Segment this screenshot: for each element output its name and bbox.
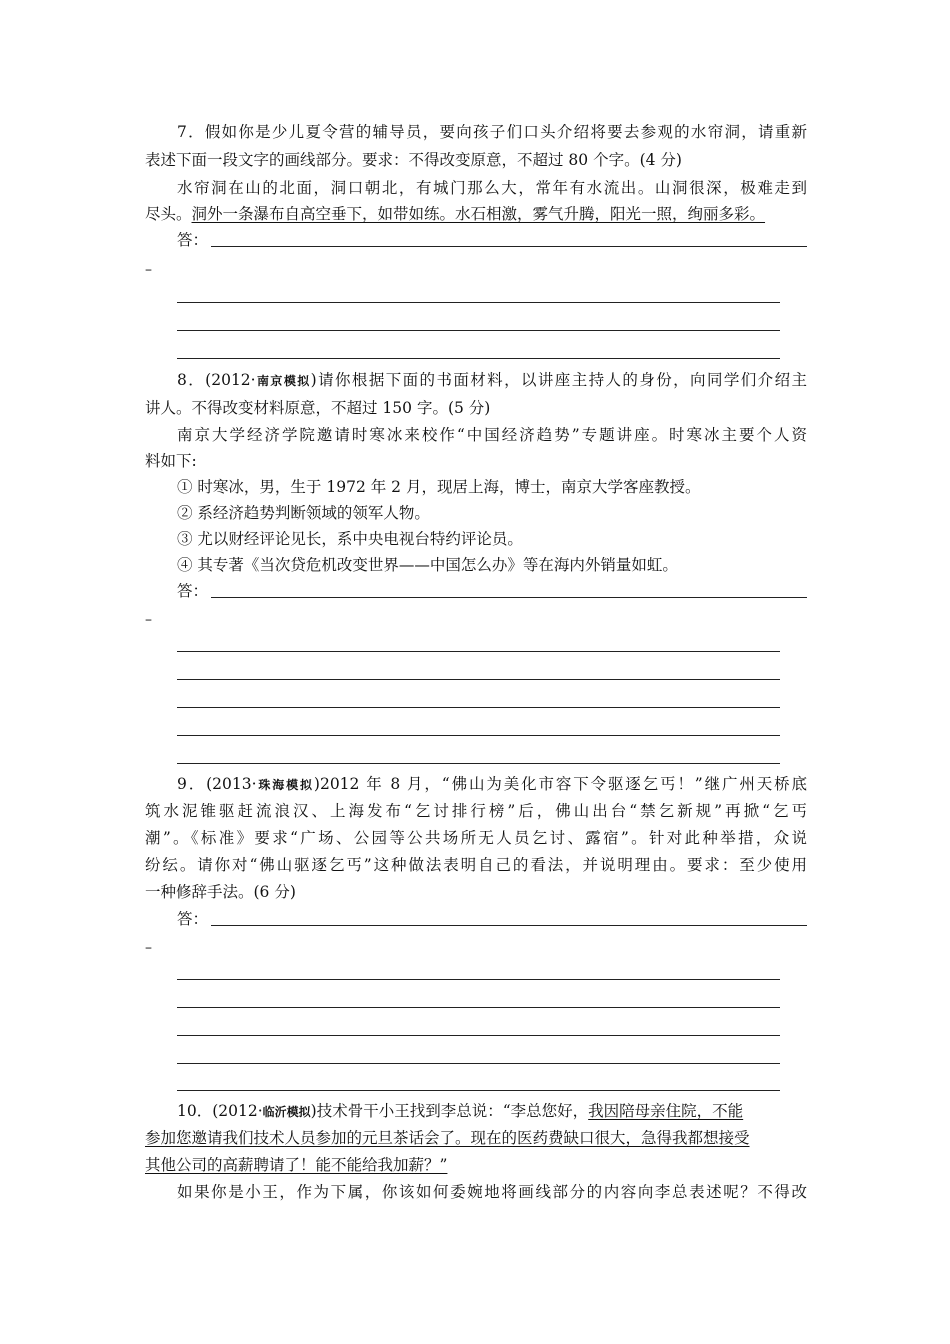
- q8-intro-line-1: 南京大学经济学院邀请时寒冰来校作“中国经济趋势”专题讲座。时寒冰主要个人资: [177, 426, 807, 444]
- q9-stem-line-3: 潮”。《标准》要求“广场、公园等公共场所无人员乞讨、露宿”。针对此种举措，众说: [145, 829, 807, 847]
- q8-item: ② 系经济趋势判断领域的领军人物。: [177, 504, 430, 522]
- q9-stem-text: )2012 年 8 月，“佛山为美化市容下令驱逐乞丐！”继广州天桥底: [313, 775, 807, 793]
- q8-answer-line[interactable]: [177, 679, 780, 680]
- q7-material-underlined: 洞外一条瀑布自高空垂下，如带如练。水石相激，雾气升腾，阳光一照，绚丽多彩。: [191, 205, 766, 223]
- q8-answer-label: 答：: [177, 582, 209, 600]
- q10-underlined-line-2: 参加您邀请我们技术人员参加的元旦茶话会了。现在的医药费缺口很大，急得我都想接受: [145, 1129, 750, 1147]
- q8-item: ① 时寒冰，男，生于 1972 年 2 月，现居上海，博士，南京大学客座教授。: [177, 478, 701, 496]
- q7-material-line-1: 水帘洞在山的北面，洞口朝北，有城门那么大，常年有水流出。山洞很深，极难走到: [177, 179, 807, 197]
- q8-item: ③ 尤以财经评论见长，系中央电视台特约评论员。: [177, 530, 523, 548]
- q10-source: 临沂模拟: [262, 1105, 311, 1119]
- q9-answer-label: 答：: [177, 910, 209, 928]
- q7-material-plain: 尽头。: [145, 205, 192, 223]
- q8-stem-line-2: 讲人。不得改变材料原意，不超过 150 字。(5 分): [145, 399, 491, 417]
- q7-answer-line[interactable]: [177, 330, 780, 331]
- q7-answer-line[interactable]: [177, 302, 780, 303]
- q10-underlined-line-3: 其他公司的高薪聘请了！能不能给我加薪？”: [145, 1156, 448, 1174]
- q7-material-line-2: [145, 204, 765, 224]
- q9-stem-line-1: [177, 774, 807, 795]
- q8-number: 8．(2012·: [177, 371, 256, 389]
- q9-answer-line[interactable]: [177, 1063, 780, 1064]
- q7-answer-line[interactable]: [211, 246, 807, 247]
- q8-source: 南京模拟: [255, 374, 311, 388]
- q8-stem-line-1: [177, 370, 807, 391]
- q7-dash: –: [145, 262, 152, 278]
- q10-stem-line-1: [177, 1101, 743, 1122]
- q9-source: 珠海模拟: [256, 778, 314, 792]
- q10-stem-text: )技术骨干小王找到李总说：“李总您好，: [310, 1102, 589, 1120]
- q9-answer-line[interactable]: [177, 979, 780, 980]
- q8-intro-line-2: 料如下:: [145, 452, 197, 470]
- q7-stem-line-2: 表述下面一段文字的画线部分。要求：不得改变原意，不超过 80 个字。(4 分): [145, 151, 682, 169]
- q9-answer-line[interactable]: [177, 1035, 780, 1036]
- q10-underlined-text: 我因陪母亲住院，不能: [588, 1102, 744, 1120]
- q8-answer-line[interactable]: [177, 763, 780, 764]
- q7-answer-line[interactable]: [177, 358, 780, 359]
- q10-question-line: 如果你是小王，作为下属，你该如何委婉地将画线部分的内容向李总表述呢？不得改: [177, 1183, 807, 1201]
- q9-number: 9．(2013·: [177, 775, 257, 793]
- q8-answer-line[interactable]: [177, 735, 780, 736]
- q8-answer-line[interactable]: [177, 707, 780, 708]
- q9-dash: –: [145, 940, 152, 956]
- q7-answer-label: 答：: [177, 231, 209, 249]
- q9-stem-line-2: 筑水泥锥驱赶流浪汉、上海发布“乞讨排行榜”后，佛山出台“禁乞新规”再掀“乞丐: [145, 802, 807, 820]
- q9-stem-line-5: 一种修辞手法。(6 分): [145, 883, 296, 901]
- q9-stem-line-4: 纷纭。请你对“佛山驱逐乞丐”这种做法表明自己的看法，并说明理由。要求：至少使用: [145, 856, 807, 874]
- q7-stem-line-1: 7．假如你是少儿夏令营的辅导员，要向孩子们口头介绍将要去参观的水帘洞，请重新: [177, 123, 807, 141]
- q9-answer-line[interactable]: [177, 1090, 780, 1091]
- q8-answer-line[interactable]: [177, 651, 780, 652]
- q10-number: 10．(2012·: [177, 1102, 263, 1120]
- q8-stem-text: )请你根据下面的书面材料，以讲座主持人的身份，向同学们介绍主: [310, 371, 807, 389]
- q9-answer-line[interactable]: [177, 1007, 780, 1008]
- q9-answer-line[interactable]: [211, 925, 807, 926]
- q8-answer-line[interactable]: [211, 597, 807, 598]
- q8-item: ④ 其专著《当次贷危机改变世界——中国怎么办》等在海内外销量如虹。: [177, 556, 678, 574]
- q8-dash: –: [145, 612, 152, 628]
